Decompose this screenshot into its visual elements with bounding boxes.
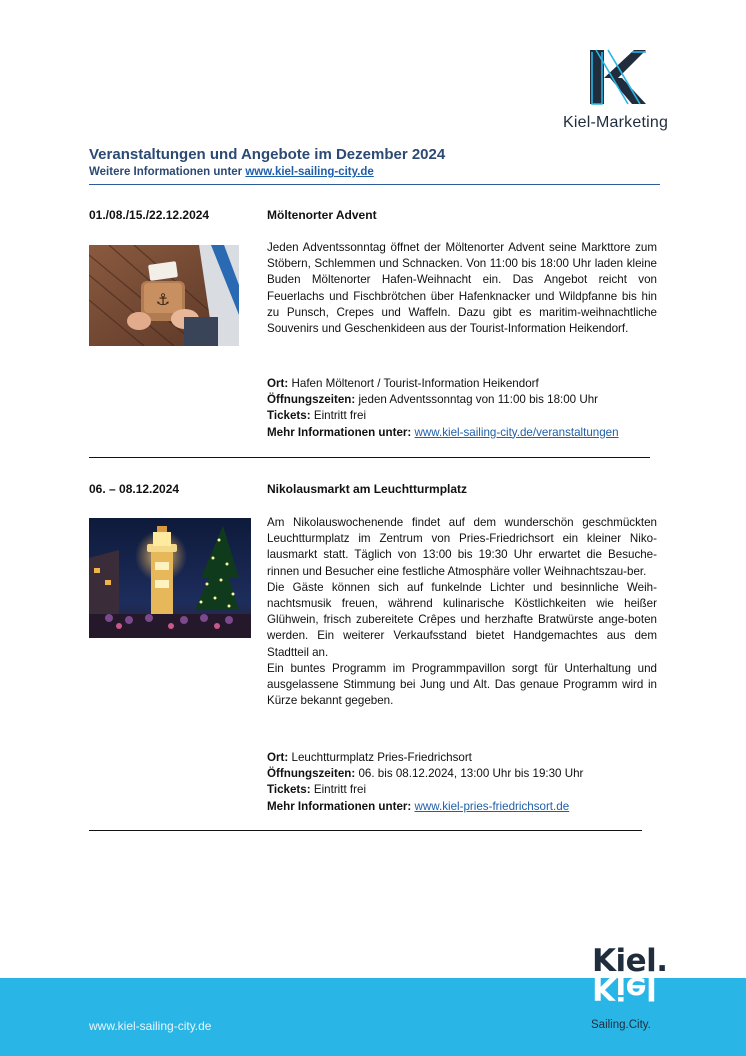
description-paragraph: Am Nikolauswochenende findet auf dem wunderschön geschmückten Leuchtturmplatz im Zentrum von Pries-Friedrichsort ein kleiner Niko-lausmarkt statt. Täglich von 13:00 bis 19:30 Uhr erwartet die Besuche-rinnen und Besucher eine festliche Atmosphäre voller Weihnachtszau-ber. [267, 516, 657, 578]
website-link[interactable]: www.kiel-sailing-city.de [245, 166, 374, 178]
subtitle-prefix: Weitere Informationen unter [89, 166, 246, 178]
tickets-label: Tickets: [267, 409, 311, 423]
event-hours [267, 766, 583, 782]
event-details [267, 750, 583, 815]
event-tickets [267, 782, 583, 798]
hours-value: 06. bis 08.12.2024, 13:00 Uhr bis 19:30 Uhr [358, 767, 584, 781]
header-divider [89, 184, 660, 185]
location-label: Ort: [267, 377, 289, 390]
event-more-info [267, 799, 583, 815]
description-paragraph: Die Gäste können sich auf funkelnde Lichter und besinnliche Weih-nachtsmusik freuen, während kulinarische Köstlichkeiten wie heißer Glühwein, frisch zubereitete Crêpes und herzhafte Bratwürste ange-boten werden. Ein weiterer Verkaufsstand bietet Handgemachtes aus dem Stadtteil an. [267, 580, 657, 659]
event-more-info [267, 425, 619, 441]
event-hours [267, 392, 619, 408]
kiel-sailing-city-logo [592, 943, 670, 1006]
event-description [267, 515, 657, 709]
brand-name: Kiel-Marketing [563, 114, 669, 131]
event-separator [89, 457, 650, 458]
event-details [267, 376, 619, 441]
hours-value: jeden Adventssonntag von 11:00 bis 18:00 Uhr [358, 393, 599, 407]
logo-wordmark-mirror: Kiel [592, 970, 657, 1006]
more-info-link[interactable]: www.kiel-pries-friedrichsort.de [414, 799, 570, 813]
event-date: 06. – 08.12.2024 [89, 482, 180, 496]
tickets-value: Eintritt frei [313, 409, 367, 423]
logo-tagline: Sailing.City. [591, 1019, 651, 1031]
event-location [267, 376, 619, 392]
event-date: 01./08./15./22.12.2024 [89, 208, 210, 222]
page-title: Veranstaltungen und Angebote im Dezember 2024 [89, 146, 446, 163]
more-info-link[interactable]: www.kiel-sailing-city.de/veranstaltungen [414, 425, 619, 439]
hours-label: Öffnungszeiten: [267, 767, 356, 781]
logo-wordmark: Kiel. [592, 943, 668, 979]
location-value: Leuchtturmplatz Pries-Friedrichsort [291, 751, 472, 764]
page-subtitle [89, 166, 374, 178]
more-info-label: Mehr Informationen unter: [267, 799, 412, 813]
event-title: Möltenorter Advent [267, 208, 377, 222]
event-image-leuchtturm [89, 518, 251, 638]
event-description [267, 240, 657, 337]
more-info-label: Mehr Informationen unter: [267, 425, 412, 439]
tickets-value: Eintritt frei [313, 783, 367, 797]
hours-label: Öffnungszeiten: [267, 393, 356, 407]
event-title: Nikolausmarkt am Leuchtturmplatz [267, 482, 468, 496]
location-value: Hafen Möltenort / Tourist-Information Heikendorf [291, 377, 539, 390]
event-separator [89, 830, 642, 831]
kiel-marketing-logo-icon [588, 48, 648, 106]
location-label: Ort: [267, 751, 289, 764]
tickets-label: Tickets: [267, 783, 311, 797]
event-tickets [267, 408, 619, 424]
footer-website-link[interactable]: www.kiel-sailing-city.de [89, 1019, 212, 1033]
description-paragraph: Jeden Adventssonntag öffnet der Möltenorter Advent seine Markttore zum Stöbern, Schlemmen und Schnacken. Von 11:00 bis 18:00 Uhr laden kleine Buden Möltenorter Hafen-Weihnacht ein. Das Angebot reicht von Feuerlachs und Fischbrötchen über Hafenknacker und Wildpfanne bis hin zu Punsch, Crepes und Waffeln. Dazu gibt es maritim-weihnachtliche Souvenirs und Geschenkideen aus der Tourist-Information Heikendorf. [267, 241, 657, 336]
description-paragraph: Ein buntes Programm im Programmpavillon sorgt für Unterhaltung und ausgelassene Stimmung bei Jung und Alt. Das genaue Programm wird in Kürze bekannt gegeben. [267, 661, 657, 708]
event-location [267, 750, 583, 766]
svg-text:⚓: ⚓ [155, 290, 171, 309]
event-image-moeltenort [89, 245, 239, 346]
